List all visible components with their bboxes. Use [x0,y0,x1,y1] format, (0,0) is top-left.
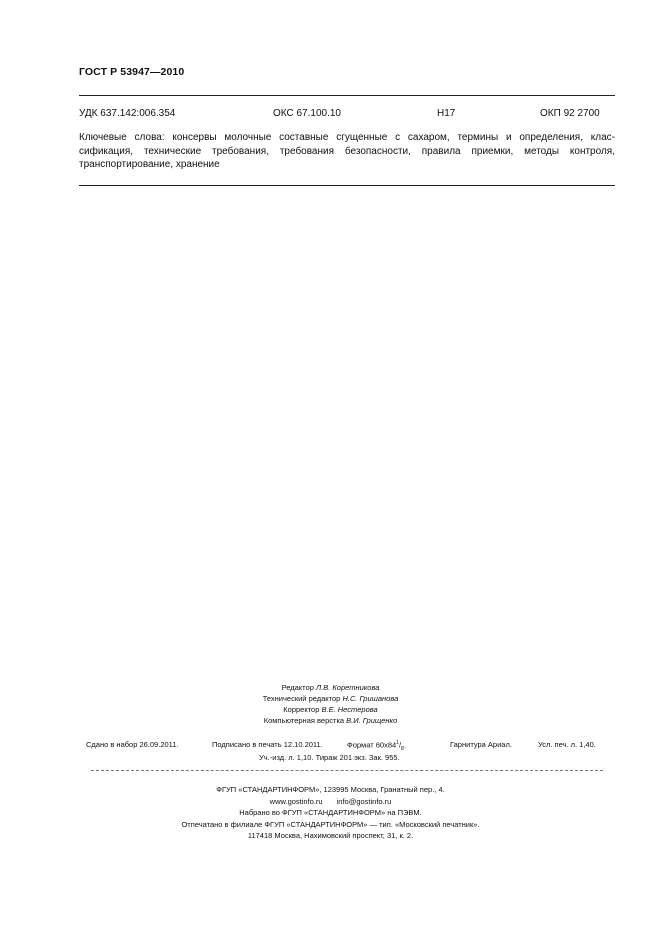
credit-tech-editor: Технический редактор Н.С. Гришанова [262,694,399,703]
publisher-printed: Отпечатано в филиале ФГУП «СТАНДАРТИНФОРМ» — тип. «Московский печатник». [181,819,480,829]
group-code: Н17 [437,108,456,119]
imprint-order: Зак. 955. [368,753,400,762]
imprint-submitted: Сдано в набор 26.09.2011. [86,740,179,749]
tech-editor-name: Н.С. Гришанова [342,694,399,703]
standard-id: ГОСТ Р 53947—2010 [79,66,185,78]
imprint-publisher-sheets: Уч.-изд. л. 1,10. [259,753,314,762]
imprint-printed-sheets: Усл. печ. л. 1,40. [538,740,596,749]
keywords-block [79,131,615,172]
udk-code: УДК 637.142:006.354 [79,108,176,119]
publisher-print-address: 117418 Москва, Нахимовский проспект, 31, к. 2. [247,831,414,841]
publisher-email: info@gostinfo.ru [336,796,392,806]
credit-editor: Редактор Л.В. Коретникова [281,683,380,692]
publisher-website: www.gostinfo.ru [269,796,323,806]
imprint-print-run: Тираж 201 экз. [315,753,367,762]
imprint-second-line [259,753,400,762]
editor-name: Л.В. Коретникова [315,683,380,692]
corrector-name: В.Е. Нестерова [321,705,378,714]
credits-block [0,682,661,726]
publisher-block [0,784,661,842]
publisher-address: ФГУП «СТАНДАРТИНФОРМ», 123995 Москва, Гранатный пер., 4. [216,785,445,794]
imprint-signed: Подписано в печать 12.10.2011. [212,740,323,749]
layout-name: В.И. Грищенко [346,716,398,725]
credit-layout: Компьютерная верстка В.И. Грищенко [263,716,398,725]
oks-code: ОКС 67.100.10 [273,108,341,119]
imprint-divider [91,770,603,771]
publisher-contacts [0,796,661,808]
okp-code: ОКП 92 2700 [540,108,600,119]
credit-corrector: Корректор В.Е. Нестерова [283,705,378,714]
keywords-rule [79,185,615,186]
keywords-line: Ключевые слова: консервы молочные составные сгущенные с сахаром, термины и определения, клас- [79,132,615,143]
keywords-line: транспортирование, хранение [79,159,220,170]
header-rule [79,95,615,96]
imprint-format: Формат $60х84^1/_8$. [347,740,406,752]
publisher-typeset: Набрано во ФГУП «СТАНДАРТИНФОРМ» на ПЭВМ. [239,808,422,818]
keywords-line: сификация, технические требования, требования безопасности, правила приемки, методы контроля, [79,145,615,157]
imprint-font: Гарнитура Ариал. [450,740,512,749]
